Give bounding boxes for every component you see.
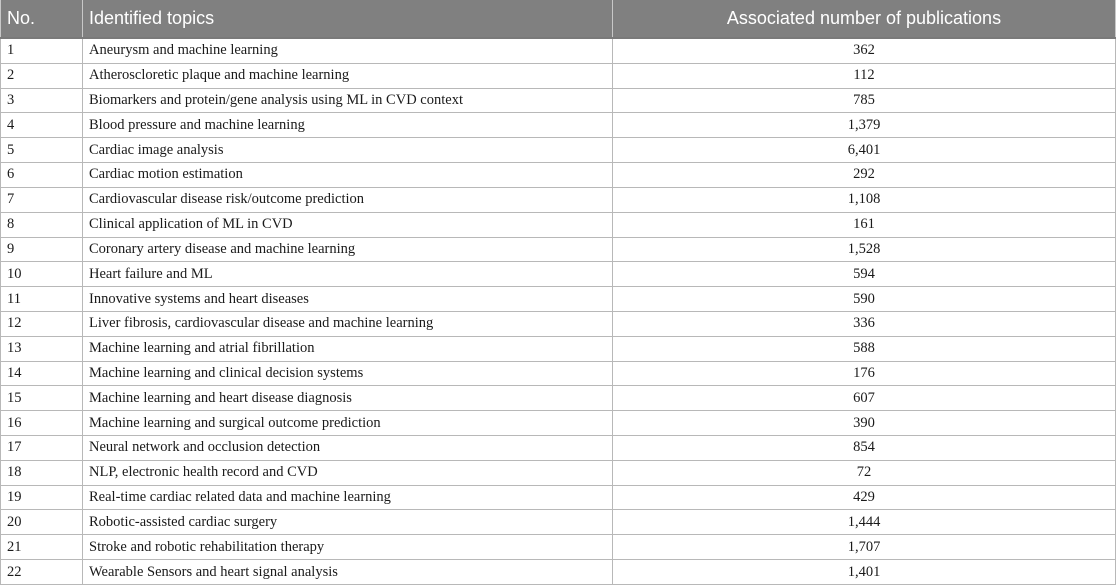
row-publication-count: 854 [613, 436, 1116, 461]
row-number: 19 [1, 485, 83, 510]
row-topic: Innovative systems and heart diseases [83, 287, 613, 312]
table-row [1, 485, 1116, 510]
row-number: 11 [1, 287, 83, 312]
row-publication-count: 112 [613, 63, 1116, 88]
row-publication-count: 336 [613, 311, 1116, 336]
table-row [1, 237, 1116, 262]
row-number: 5 [1, 138, 83, 163]
row-number: 3 [1, 88, 83, 113]
row-publication-count: 1,444 [613, 510, 1116, 535]
row-topic: Cardiovascular disease risk/outcome prediction [83, 187, 613, 212]
row-publication-count: 607 [613, 386, 1116, 411]
table-body [1, 38, 1116, 585]
table-row [1, 212, 1116, 237]
row-topic: Biomarkers and protein/gene analysis using ML in CVD context [83, 88, 613, 113]
row-number: 22 [1, 560, 83, 585]
table-row [1, 38, 1116, 63]
table-row [1, 386, 1116, 411]
table-row [1, 187, 1116, 212]
table-row [1, 436, 1116, 461]
row-topic: Neural network and occlusion detection [83, 436, 613, 461]
row-topic: Clinical application of ML in CVD [83, 212, 613, 237]
table-row [1, 287, 1116, 312]
row-publication-count: 594 [613, 262, 1116, 287]
row-number: 13 [1, 336, 83, 361]
row-topic: Machine learning and clinical decision systems [83, 361, 613, 386]
row-topic: Machine learning and atrial fibrillation [83, 336, 613, 361]
row-publication-count: 1,108 [613, 187, 1116, 212]
row-topic: Heart failure and ML [83, 262, 613, 287]
row-topic: Cardiac image analysis [83, 138, 613, 163]
row-publication-count: 6,401 [613, 138, 1116, 163]
row-topic: Aneurysm and machine learning [83, 38, 613, 63]
table-row [1, 535, 1116, 560]
row-number: 6 [1, 163, 83, 188]
header-no: No. [1, 0, 83, 38]
row-topic: Robotic-assisted cardiac surgery [83, 510, 613, 535]
row-publication-count: 362 [613, 38, 1116, 63]
row-topic: Stroke and robotic rehabilitation therapy [83, 535, 613, 560]
row-publication-count: 588 [613, 336, 1116, 361]
header-row [1, 0, 1116, 38]
table-row [1, 510, 1116, 535]
row-number: 4 [1, 113, 83, 138]
row-publication-count: 1,379 [613, 113, 1116, 138]
header-identified-topics: Identified topics [83, 0, 613, 38]
row-publication-count: 1,528 [613, 237, 1116, 262]
row-publication-count: 292 [613, 163, 1116, 188]
row-topic: Liver fibrosis, cardiovascular disease and machine learning [83, 311, 613, 336]
row-publication-count: 1,401 [613, 560, 1116, 585]
table-row [1, 163, 1116, 188]
row-topic: Wearable Sensors and heart signal analysis [83, 560, 613, 585]
row-publication-count: 176 [613, 361, 1116, 386]
row-publication-count: 390 [613, 411, 1116, 436]
table-row [1, 460, 1116, 485]
row-number: 20 [1, 510, 83, 535]
row-number: 10 [1, 262, 83, 287]
table-header [1, 0, 1116, 38]
row-topic: Real-time cardiac related data and machine learning [83, 485, 613, 510]
row-publication-count: 72 [613, 460, 1116, 485]
row-topic: Machine learning and surgical outcome prediction [83, 411, 613, 436]
row-number: 17 [1, 436, 83, 461]
table-row [1, 262, 1116, 287]
table-row [1, 138, 1116, 163]
row-number: 7 [1, 187, 83, 212]
table-row [1, 336, 1116, 361]
table-row [1, 88, 1116, 113]
row-publication-count: 161 [613, 212, 1116, 237]
row-topic: Coronary artery disease and machine learning [83, 237, 613, 262]
row-topic: Machine learning and heart disease diagnosis [83, 386, 613, 411]
table-row [1, 560, 1116, 585]
table-row [1, 411, 1116, 436]
row-publication-count: 1,707 [613, 535, 1116, 560]
table-row [1, 113, 1116, 138]
header-publication-count: Associated number of publications [613, 0, 1116, 38]
row-topic: Blood pressure and machine learning [83, 113, 613, 138]
row-number: 14 [1, 361, 83, 386]
row-topic: Atheroscloretic plaque and machine learning [83, 63, 613, 88]
row-number: 16 [1, 411, 83, 436]
row-publication-count: 785 [613, 88, 1116, 113]
table-row [1, 311, 1116, 336]
row-number: 9 [1, 237, 83, 262]
row-number: 18 [1, 460, 83, 485]
row-number: 21 [1, 535, 83, 560]
row-number: 12 [1, 311, 83, 336]
row-topic: Cardiac motion estimation [83, 163, 613, 188]
row-topic: NLP, electronic health record and CVD [83, 460, 613, 485]
row-publication-count: 590 [613, 287, 1116, 312]
row-number: 15 [1, 386, 83, 411]
table-row [1, 361, 1116, 386]
row-number: 2 [1, 63, 83, 88]
row-publication-count: 429 [613, 485, 1116, 510]
table-row [1, 63, 1116, 88]
row-number: 8 [1, 212, 83, 237]
row-number: 1 [1, 38, 83, 63]
